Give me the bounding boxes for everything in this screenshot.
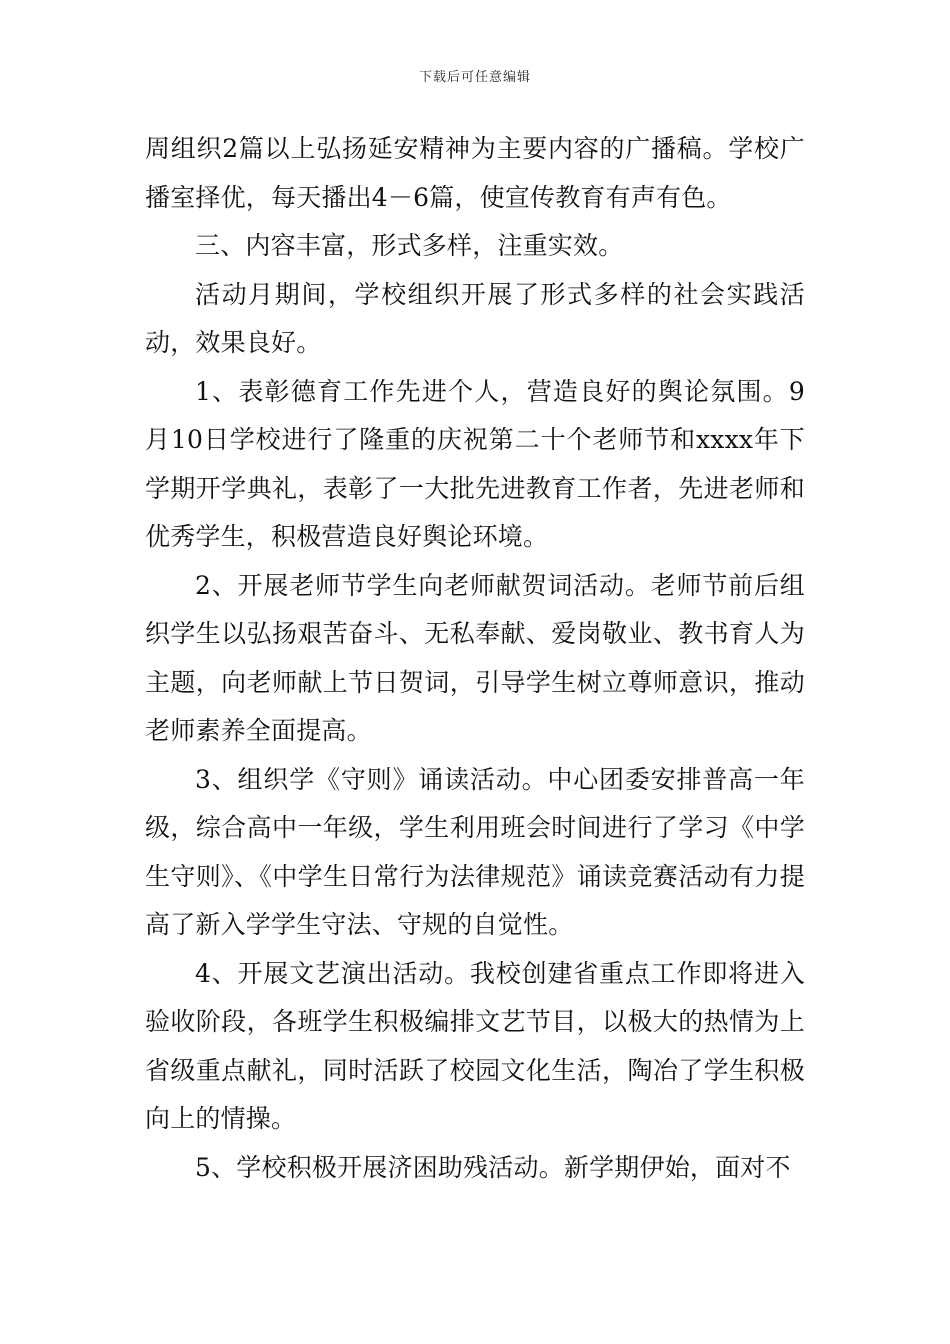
document-body [145,125,805,1192]
page-header: 下载后可任意编辑 [418,70,531,85]
list-item: 3、组织学《守则》诵读活动。中心团委安排普高一年级，综合高中一年级，学生利用班会时间进行了学习《中学生守则》、《中学生日常行为法律规范》诵读竞赛活动有力提高了新入学学生守法、守规的自觉性。 [145,764,805,939]
list-item: 4、开展文艺演出活动。我校创建省重点工作即将进入验收阶段，各班学生积极编排文艺节目，以极大的热情为上省级重点献礼，同时活跃了校园文化生活，陶冶了学生积极向上的情操。 [145,958,805,1133]
paragraph: 活动月期间，学校组织开展了形式多样的社会实践活动，效果良好。 [145,279,805,357]
section-heading: 三、内容丰富，形式多样，注重实效。 [195,231,624,260]
list-item: 1、表彰德育工作先进个人，营造良好的舆论氛围。9月10日学校进行了隆重的庆祝第二十个老师节和xxxx年下学期开学典礼，表彰了一大批先进教育工作者，先进老师和优秀学生，积极营造良好舆论环境。 [145,376,805,551]
list-item: 2、开展老师节学生向老师献贺词活动。老师节前后组织学生以弘扬艰苦奋斗、无私奉献、爱岗敬业、教书育人为主题，向老师献上节日贺词，引导学生树立尊师意识，推动老师素养全面提高。 [145,570,805,745]
paragraph: 周组织2篇以上弘扬延安精神为主要内容的广播稿。学校广播室择优，每天播出4－6篇，使宣传教育有声有色。 [145,134,805,212]
list-item: 5、学校积极开展济困助残活动。新学期伊始，面对不 [195,1152,791,1182]
